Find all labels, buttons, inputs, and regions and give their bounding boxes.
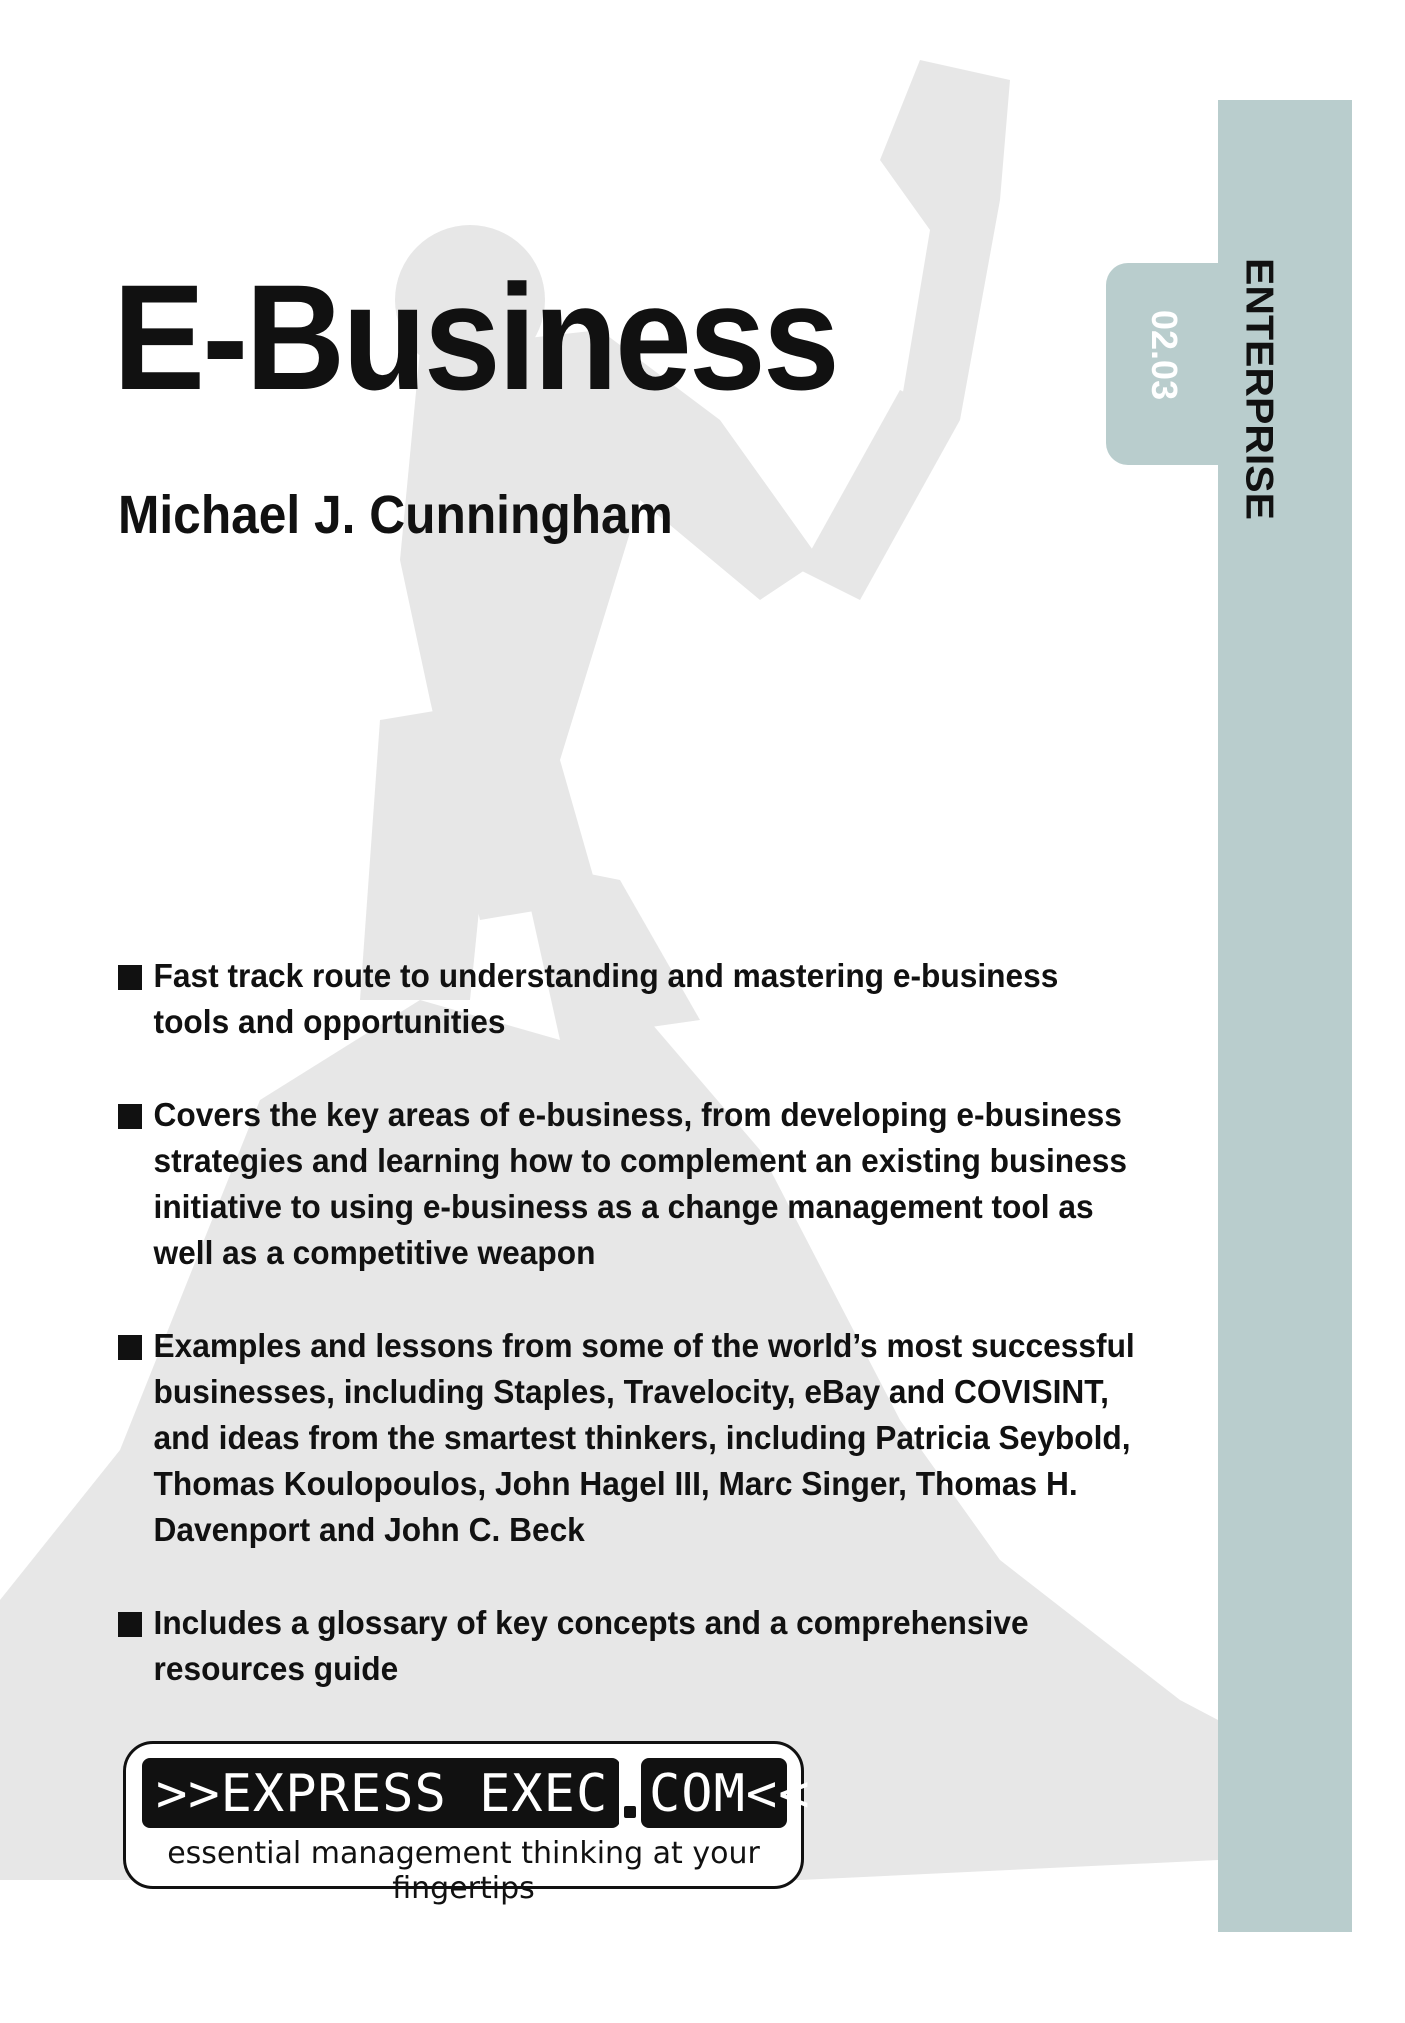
feature-text: Includes a glossary of key concepts and a comprehensive resources guide: [153, 1604, 1029, 1687]
feature-item: [118, 1092, 1136, 1276]
feature-text: Examples and lessons from some of the world’s most successful businesses, including Staples, Travelocity, eBay and COVISINT, and ideas from the smartest thinkers, including Patricia Seybold, Thomas Koulopoulos, John Hagel III, Marc Singer, Thomas H. Davenport and John C. Beck: [153, 1327, 1135, 1548]
book-author: Michael J. Cunningham: [118, 485, 673, 545]
series-label: ENTERPRISE: [1238, 258, 1282, 520]
logo-tagline: essential management thinking at your fingertips: [167, 1836, 760, 1906]
feature-text: Fast track route to understanding and mastering e-business tools and opportunities: [153, 957, 1059, 1040]
series-number: 02.03: [1144, 310, 1185, 401]
logo-text-main: >>EXPRESS EXEC: [156, 1764, 609, 1824]
square-bullet-icon: [118, 965, 142, 990]
feature-text: Covers the key areas of e-business, from developing e-business strategies and learning how to complement an existing business initiative to using e-business as a change management tool as well as a competitive weapon: [153, 1096, 1128, 1271]
publisher-logo: [123, 1741, 811, 1906]
feature-item: [118, 1600, 1136, 1692]
feature-item: [118, 953, 1136, 1045]
square-bullet-icon: [118, 1612, 142, 1637]
feature-list: [118, 953, 1178, 1739]
square-bullet-icon: [118, 1335, 142, 1360]
book-title: E-Business: [113, 253, 837, 421]
feature-item: [118, 1323, 1136, 1553]
logo-text-suffix: COM<<: [649, 1764, 811, 1824]
logo-dot-icon: [619, 1758, 641, 1828]
logo-wordmark-suffix: [641, 1758, 811, 1828]
square-bullet-icon: [118, 1104, 142, 1129]
logo-wordmark-main: [142, 1758, 620, 1828]
